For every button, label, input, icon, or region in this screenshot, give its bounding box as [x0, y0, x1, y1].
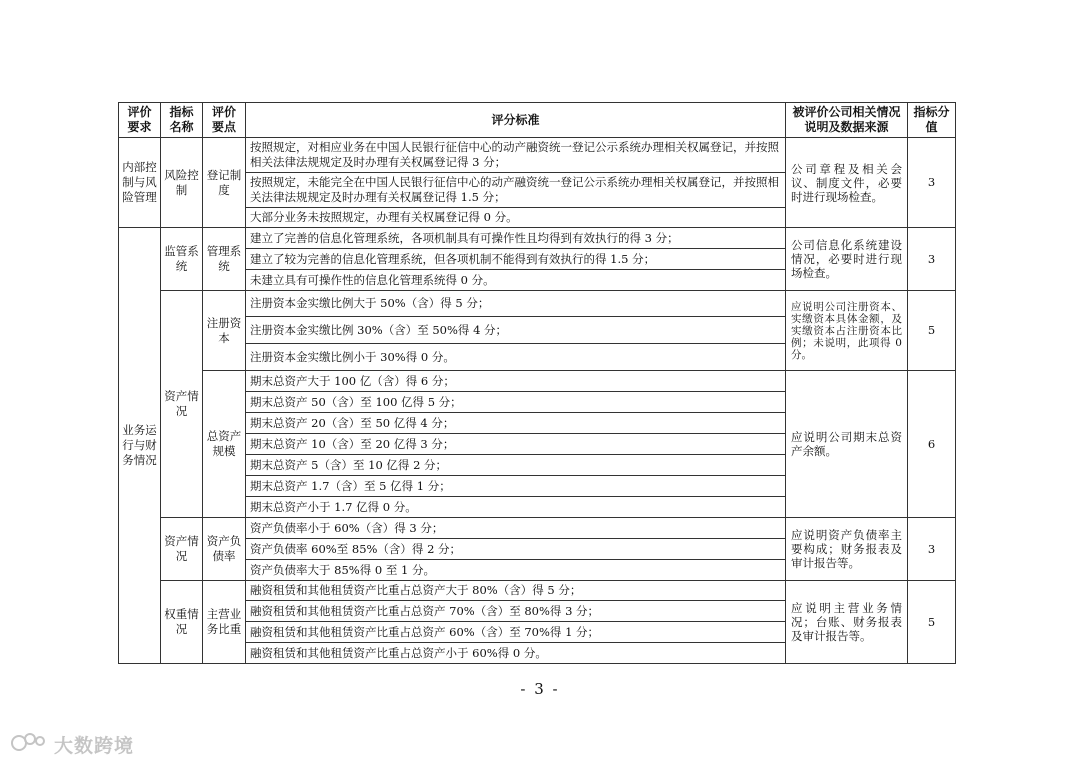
criteria-cell: 资产负债率 60%至 85%（含）得 2 分；	[246, 539, 786, 560]
criteria-cell: 未建立具有可操作性的信息化管理系统得 0 分。	[246, 270, 786, 291]
criteria-cell: 期末总资产大于 100 亿（含）得 6 分；	[246, 371, 786, 392]
table-row	[119, 518, 956, 539]
criteria-cell: 建立了完善的信息化管理系统，各项机制具有可操作性且均得到有效执行的得 3 分；	[246, 228, 786, 249]
source-cell: 应说明公司期末总资产余额。	[786, 371, 908, 518]
criteria-cell: 融资租赁和其他租赁资产比重占总资产小于 60%得 0 分。	[246, 643, 786, 664]
header-criteria: 评分标准	[246, 103, 786, 138]
criteria-cell: 期末总资产 20（含）至 50 亿得 4 分；	[246, 413, 786, 434]
watermark-logo-icon	[10, 731, 50, 757]
criteria-cell: 期末总资产 50（含）至 100 亿得 5 分；	[246, 392, 786, 413]
criteria-cell: 注册资本金实缴比例 30%（含）至 50%得 4 分；	[246, 317, 786, 344]
header-row	[119, 103, 956, 138]
criteria-cell: 按照规定，对相应业务在中国人民银行征信中心的动产融资统一登记公示系统办理相关权属登记，并按照相关法律法规规定及时办理有关权属登记得 3 分；	[246, 138, 786, 173]
criteria-cell: 资产负债率大于 85%得 0 至 1 分。	[246, 560, 786, 581]
header-score: 指标分值	[908, 103, 956, 138]
indicator-name-cell: 风险控制	[161, 138, 203, 228]
score-cell: 3	[908, 228, 956, 291]
requirement-cell: 内部控制与风险管理	[119, 138, 161, 228]
criteria-cell: 期末总资产小于 1.7 亿得 0 分。	[246, 497, 786, 518]
source-cell: 公司信息化系统建设情况，必要时进行现场检查。	[786, 228, 908, 291]
evaluation-table	[118, 102, 956, 664]
evaluation-point-cell: 总资产规模	[203, 371, 246, 518]
indicator-name-cell: 监管系统	[161, 228, 203, 291]
indicator-name-cell: 权重情况	[161, 581, 203, 664]
table-row	[119, 138, 956, 173]
evaluation-point-cell: 管理系统	[203, 228, 246, 291]
indicator-name-cell: 资产情况	[161, 518, 203, 581]
criteria-cell: 融资租赁和其他租赁资产比重占总资产 70%（含）至 80%得 3 分；	[246, 601, 786, 622]
page-number: - 3 -	[520, 680, 560, 698]
table-row	[119, 581, 956, 601]
source-cell: 应说明主营业务情况；台账、财务报表及审计报告等。	[786, 581, 908, 664]
evaluation-point-cell: 资产负债率	[203, 518, 246, 581]
source-cell: 应说明公司注册资本、实缴资本具体金额，及实缴资本占注册资本比例；未说明，此项得 0 分。	[786, 291, 908, 371]
header-indicator-name: 指标名称	[161, 103, 203, 138]
criteria-cell: 建立了较为完善的信息化管理系统，但各项机制不能得到有效执行的得 1.5 分；	[246, 249, 786, 270]
criteria-cell: 资产负债率小于 60%（含）得 3 分；	[246, 518, 786, 539]
score-cell: 5	[908, 291, 956, 371]
table-row	[119, 228, 956, 249]
watermark	[10, 732, 134, 756]
evaluation-point-cell: 登记制度	[203, 138, 246, 228]
score-cell: 3	[908, 518, 956, 581]
criteria-cell: 融资租赁和其他租赁资产比重占总资产 60%（含）至 70%得 1 分；	[246, 622, 786, 643]
criteria-cell: 大部分业务未按照规定，办理有关权属登记得 0 分。	[246, 208, 786, 228]
criteria-cell: 按照规定，未能完全在中国人民银行征信中心的动产融资统一登记公示系统办理相关权属登记，并按照相关法律法规规定及时办理有关权属登记得 1.5 分；	[246, 173, 786, 208]
criteria-cell: 期末总资产 10（含）至 20 亿得 3 分；	[246, 434, 786, 455]
table-row	[119, 291, 956, 317]
criteria-cell: 融资租赁和其他租赁资产比重占总资产大于 80%（含）得 5 分；	[246, 581, 786, 601]
source-cell: 应说明资产负债率主要构成；财务报表及审计报告等。	[786, 518, 908, 581]
watermark-text: 大数跨境	[54, 734, 135, 757]
requirement-cell: 业务运行与财务情况	[119, 228, 161, 664]
header-evaluation-point: 评价要点	[203, 103, 246, 138]
score-cell: 3	[908, 138, 956, 228]
evaluation-point-cell: 主营业务比重	[203, 581, 246, 664]
criteria-cell: 期末总资产 5（含）至 10 亿得 2 分；	[246, 455, 786, 476]
score-cell: 6	[908, 371, 956, 518]
evaluation-point-cell: 注册资本	[203, 291, 246, 371]
header-requirement: 评价要求	[119, 103, 161, 138]
score-cell: 5	[908, 581, 956, 664]
header-source: 被评价公司相关情况说明及数据来源	[786, 103, 908, 138]
criteria-cell: 期末总资产 1.7（含）至 5 亿得 1 分；	[246, 476, 786, 497]
criteria-cell: 注册资本金实缴比例大于 50%（含）得 5 分；	[246, 291, 786, 317]
table-row	[119, 371, 956, 392]
indicator-name-cell: 资产情况	[161, 291, 203, 518]
source-cell: 公司章程及相关会议、制度文件，必要时进行现场检查。	[786, 138, 908, 228]
criteria-cell: 注册资本金实缴比例小于 30%得 0 分。	[246, 344, 786, 371]
